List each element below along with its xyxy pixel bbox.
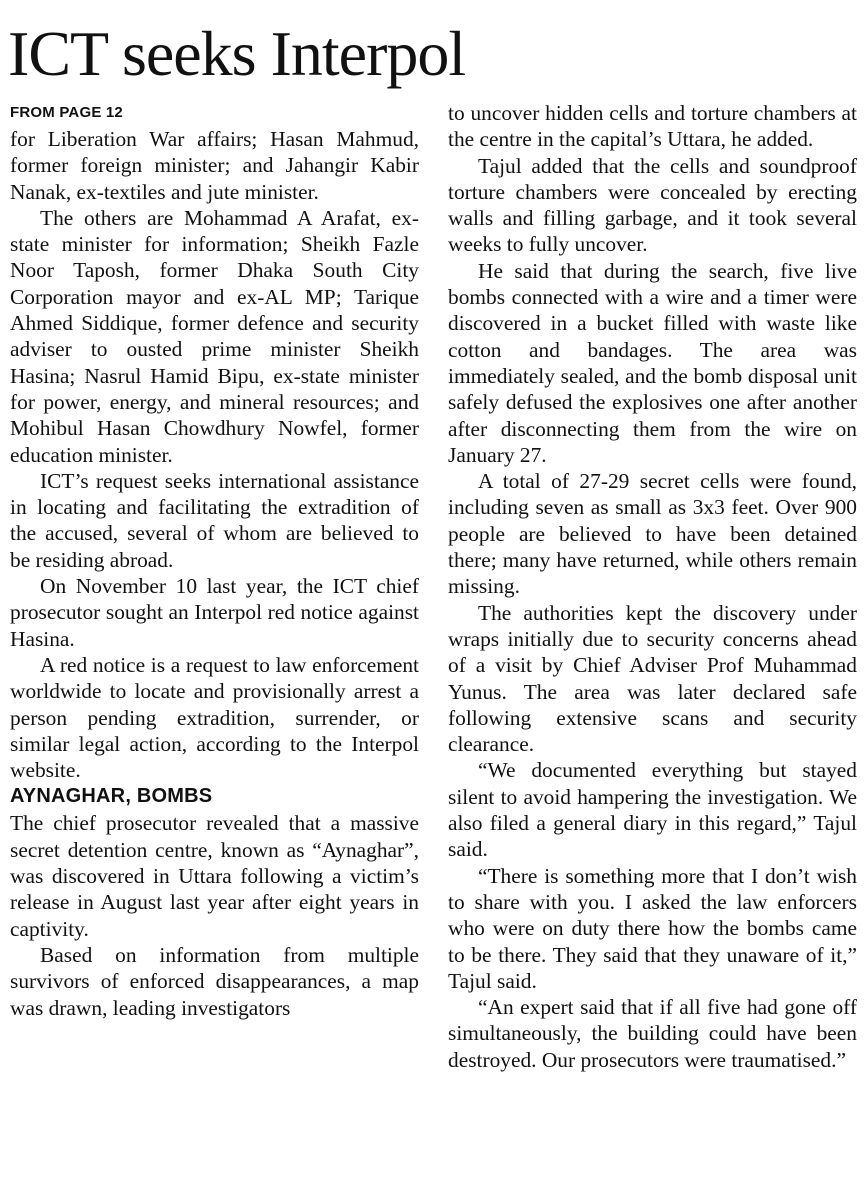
left-paragraph-2: The others are Mohammad A Arafat, ex-state minister for information; Sheikh Fazle Noor Taposh, former Dhaka South City Corporation mayor and ex-AL MP; Tarique Ahmed Siddique, former defence and security adviser to ousted prime minister Sheikh Hasina; Nasrul Hamid Bipu, ex-state minister for power, energy, and mineral resources; and Mohibul Hasan Chowdhury Nowfel, former education minister. — [10, 205, 419, 467]
left-paragraph-4: On November 10 last year, the ICT chief prosecutor sought an Interpol red notice against Hasina. — [10, 574, 419, 651]
left-paragraph-6: The chief prosecutor revealed that a massive secret detention centre, known as “Aynaghar”, was discovered in Uttara following a victim’s release in August last year after eight years in captivity. — [10, 811, 419, 941]
jump-label: FROM PAGE 12 — [10, 104, 123, 121]
left-paragraph-7: Based on information from multiple survivors of enforced disappearances, a map was drawn, leading investigators — [10, 942, 419, 1020]
right-paragraph-1: to uncover hidden cells and torture chambers at the centre in the capital’s Uttara, he added. — [448, 101, 857, 152]
right-paragraph-2: Tajul added that the cells and soundproof torture chambers were concealed by erecting walls and filling garbage, and it took several weeks to fully uncover. — [448, 153, 857, 257]
right-paragraph-7: “There is something more that I don’t wish to share with you. I asked the law enforcers who were on duty there how the bombs came to be there. They said that they unaware of it,” Tajul said. — [448, 863, 857, 993]
left-paragraph-5: A red notice is a request to law enforcement worldwide to locate and provisionally arrest a person pending extradition, surrender, or similar legal action, according to the Interpol website. — [10, 652, 419, 783]
subheading: AYNAGHAR, BOMBS — [10, 785, 213, 808]
right-paragraph-4: A total of 27-29 secret cells were found, including seven as small as 3x3 feet. Over 900 people are believed to have been detained there; many have returned, while others remain missing. — [448, 469, 857, 599]
left-column — [10, 100, 419, 1021]
right-column — [448, 100, 857, 1073]
left-paragraph-3: ICT’s request seeks international assistance in locating and facilitating the extradition of the accused, several of whom are believed to be residing abroad. — [10, 468, 419, 572]
left-paragraph-1: for Liberation War affairs; Hasan Mahmud, former foreign minister; and Jahangir Kabir Nanak, ex-textiles and jute minister. — [10, 127, 419, 204]
right-paragraph-3: He said that during the search, five live bombs connected with a wire and a timer were discovered in a bucket filled with waste like cotton and bandages. The area was immediately sealed, and the bomb disposal unit safely defused the explosives one after another after disconnecting them from the wire on January 27. — [448, 258, 857, 467]
right-paragraph-5: The authorities kept the discovery under wraps initially due to security concerns ahead of a visit by Chief Adviser Prof Muhammad Yunus. The area was later declared safe following extensive scans and security clearance. — [448, 600, 857, 757]
headline: ICT seeks Interpol — [8, 18, 466, 89]
right-paragraph-6: “We documented everything but stayed silent to avoid hampering the investigation. We also filed a general diary in this regard,” Tajul said. — [448, 758, 857, 862]
right-paragraph-8: “An expert said that if all five had gone off simultaneously, the building could have been destroyed. Our prosecutors were traumatised.” — [448, 995, 857, 1072]
